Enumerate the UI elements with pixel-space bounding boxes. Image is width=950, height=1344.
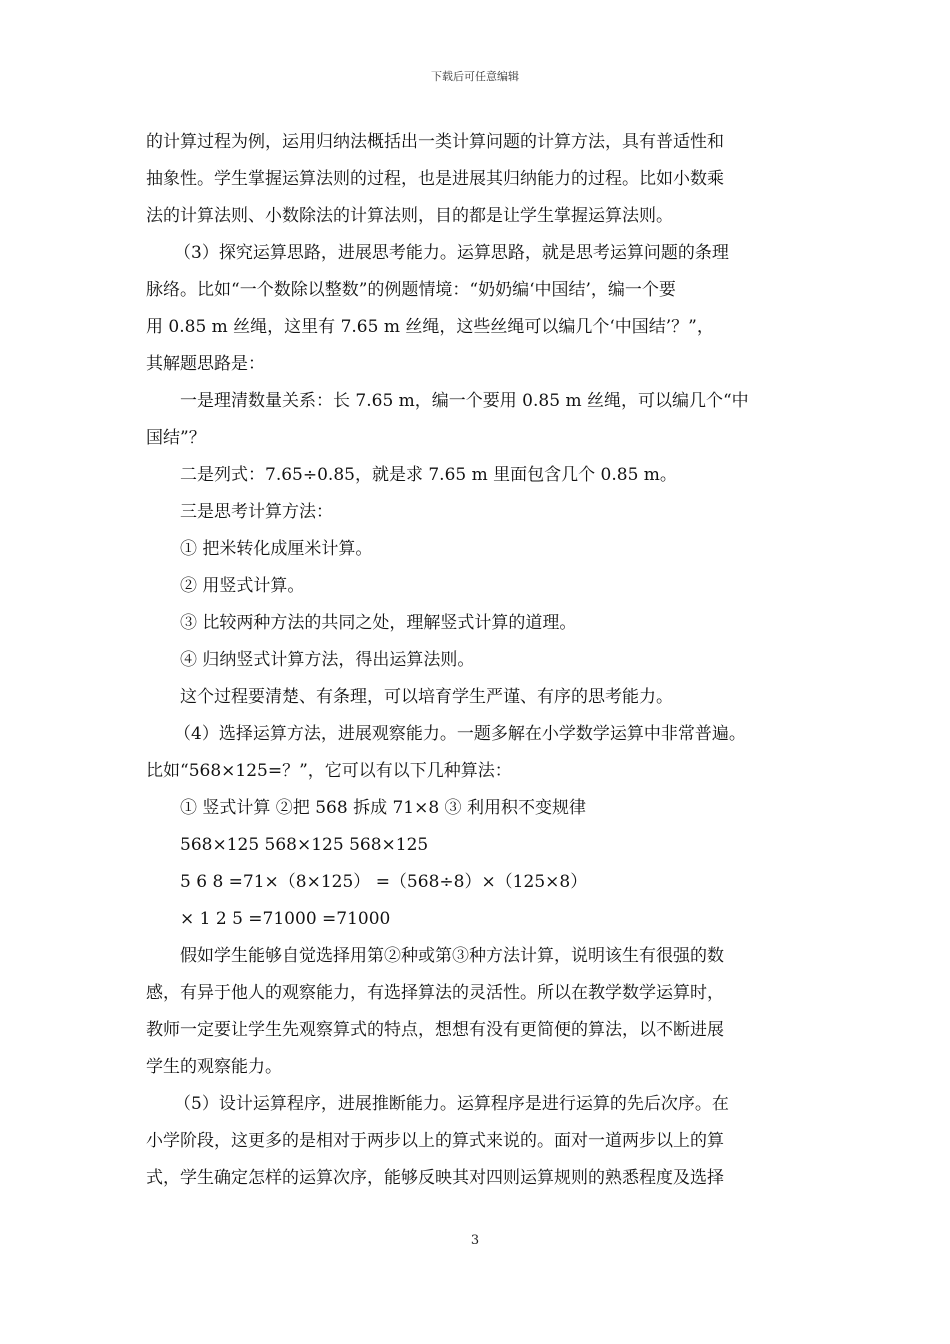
body-line: 感，有异于他人的观察能力，有选择算法的灵活性。所以在教学数学运算时， <box>146 983 724 1003</box>
list-item: ④ 归纳竖式计算方法，得出运算法则。 <box>180 650 475 670</box>
body-line: 法的计算法则、小数除法的计算法则，目的都是让学生掌握运算法则。 <box>146 206 673 226</box>
body-line: 抽象性。学生掌握运算法则的过程，也是进展其归纳能力的过程。比如小数乘 <box>146 169 724 189</box>
equation-line: 5 6 8 =71×（8×125） =（568÷8）×（125×8） <box>180 872 588 892</box>
body-line: 这个过程要清楚、有条理，可以培育学生严谨、有序的思考能力。 <box>180 687 673 707</box>
body-line: 教师一定要让学生先观察算式的特点，想想有没有更简便的算法，以不断进展 <box>146 1020 724 1040</box>
document-body <box>146 124 806 1197</box>
body-line: 其解题思路是： <box>146 354 265 374</box>
method-list-line: ① 竖式计算 ②把 568 拆成 71×8 ③ 利用积不变规律 <box>180 798 586 818</box>
list-item: ② 用竖式计算。 <box>180 576 305 596</box>
section-heading-line: （5）设计运算程序，进展推断能力。运算程序是进行运算的先后次序。在 <box>174 1094 729 1114</box>
body-line: 一是理清数量关系：长 7.65 m，编一个要用 0.85 m 丝绳，可以编几个“中 <box>180 391 749 411</box>
body-line: 脉络。比如“一个数除以整数”的例题情境：“奶奶编‘中国结’，编一个要 <box>146 280 676 300</box>
equation-line: 568×125 568×125 568×125 <box>180 835 429 855</box>
body-line: 小学阶段，这更多的是相对于两步以上的算式来说的。面对一道两步以上的算 <box>146 1131 724 1151</box>
section-heading-line: （4）选择运算方法，进展观察能力。一题多解在小学数学运算中非常普遍。 <box>174 724 746 744</box>
body-line: 用 0.85 m 丝绳，这里有 7.65 m 丝绳，这些丝绳可以编几个‘中国结’？”， <box>146 317 714 337</box>
body-line: 比如“568×125=？”，它可以有以下几种算法： <box>146 761 512 781</box>
body-line: 三是思考计算方法： <box>180 502 333 522</box>
list-item: ③ 比较两种方法的共同之处，理解竖式计算的道理。 <box>180 613 577 633</box>
page-header: 下载后可任意编辑 <box>431 70 519 83</box>
list-item: ① 把米转化成厘米计算。 <box>180 539 373 559</box>
body-line: 学生的观察能力。 <box>146 1057 282 1077</box>
body-line: 式，学生确定怎样的运算次序，能够反映其对四则运算规则的熟悉程度及选择 <box>146 1168 724 1188</box>
body-line: 的计算过程为例，运用归纳法概括出一类计算问题的计算方法，具有普适性和 <box>146 132 724 152</box>
body-line: 国结”？ <box>146 428 206 448</box>
body-line: 假如学生能够自觉选择用第②种或第③种方法计算，说明该生有很强的数 <box>180 946 724 966</box>
equation-line: × 1 2 5 =71000 =71000 <box>180 909 391 929</box>
page-number: 3 <box>470 1233 480 1248</box>
section-heading-line: （3）探究运算思路，进展思考能力。运算思路，就是思考运算问题的条理 <box>174 243 729 263</box>
body-line: 二是列式：7.65÷0.85，就是求 7.65 m 里面包含几个 0.85 m。 <box>180 465 677 485</box>
